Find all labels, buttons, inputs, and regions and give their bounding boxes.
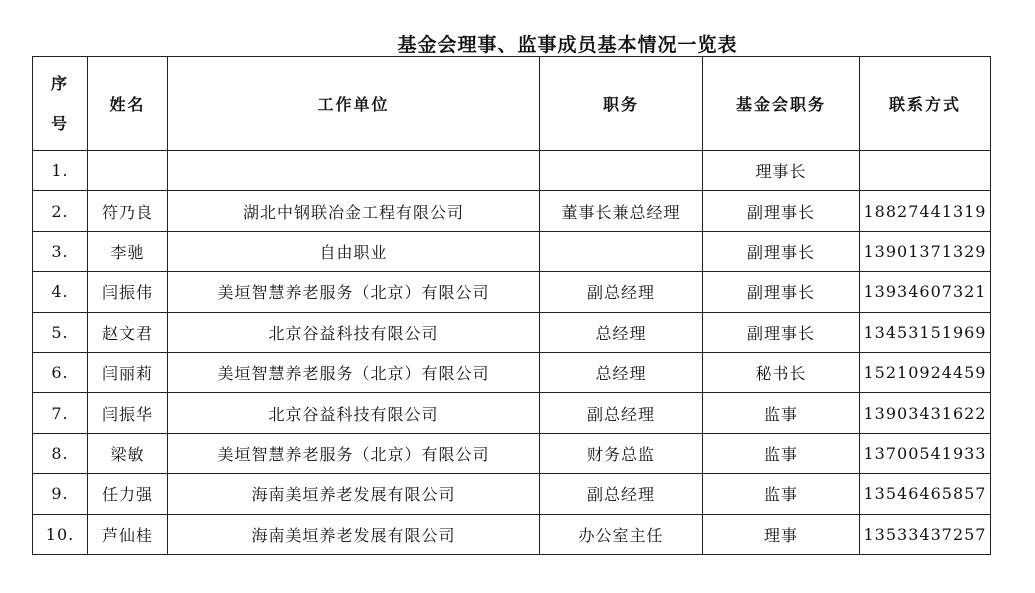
cell-contact: 13700541933 (860, 433, 991, 473)
header-position: 职务 (540, 57, 703, 151)
cell-foundation-role: 副理事长 (703, 191, 860, 231)
cell-position: 总经理 (540, 352, 703, 392)
header-contact: 联系方式 (860, 57, 991, 151)
cell-seq: 10. (33, 514, 88, 554)
cell-position: 办公室主任 (540, 514, 703, 554)
cell-foundation-role: 理事 (703, 514, 860, 554)
cell-foundation-role: 监事 (703, 433, 860, 473)
cell-employer: 北京谷益科技有限公司 (168, 393, 540, 433)
cell-contact: 15210924459 (860, 352, 991, 392)
cell-seq: 8. (33, 433, 88, 473)
cell-employer: 湖北中钢联冶金工程有限公司 (168, 191, 540, 231)
cell-employer: 海南美垣养老发展有限公司 (168, 474, 540, 514)
cell-foundation-role: 副理事长 (703, 312, 860, 352)
cell-contact: 18827441319 (860, 191, 991, 231)
cell-seq: 7. (33, 393, 88, 433)
table-header-row (33, 57, 991, 151)
cell-foundation-role: 副理事长 (703, 231, 860, 271)
cell-seq: 3. (33, 231, 88, 271)
table-row (33, 272, 991, 312)
cell-contact: 13901371329 (860, 231, 991, 271)
table-row (33, 474, 991, 514)
cell-position (540, 151, 703, 191)
cell-seq: 5. (33, 312, 88, 352)
cell-employer: 美垣智慧养老服务（北京）有限公司 (168, 352, 540, 392)
cell-employer: 美垣智慧养老服务（北京）有限公司 (168, 272, 540, 312)
header-employer: 工作单位 (168, 57, 540, 151)
cell-foundation-role: 监事 (703, 474, 860, 514)
cell-employer: 自由职业 (168, 231, 540, 271)
cell-contact: 13934607321 (860, 272, 991, 312)
table-row (33, 352, 991, 392)
cell-seq: 9. (33, 474, 88, 514)
cell-foundation-role: 副理事长 (703, 272, 860, 312)
table-row (33, 231, 991, 271)
cell-employer: 海南美垣养老发展有限公司 (168, 514, 540, 554)
cell-contact: 13546465857 (860, 474, 991, 514)
header-seq (33, 57, 88, 151)
cell-employer: 美垣智慧养老服务（北京）有限公司 (168, 433, 540, 473)
cell-seq: 4. (33, 272, 88, 312)
cell-position: 总经理 (540, 312, 703, 352)
cell-contact: 13533437257 (860, 514, 991, 554)
cell-contact: 13903431622 (860, 393, 991, 433)
table-row (33, 151, 991, 191)
cell-position: 财务总监 (540, 433, 703, 473)
cell-name: 李驰 (88, 231, 168, 271)
cell-position: 副总经理 (540, 393, 703, 433)
cell-seq: 1. (33, 151, 88, 191)
cell-name: 赵文君 (88, 312, 168, 352)
table-row (33, 312, 991, 352)
cell-employer: 北京谷益科技有限公司 (168, 312, 540, 352)
cell-name: 任力强 (88, 474, 168, 514)
header-name: 姓名 (88, 57, 168, 151)
table-row (33, 514, 991, 554)
header-seq-line2: 号 (50, 113, 69, 133)
cell-name: 闫丽莉 (88, 352, 168, 392)
cell-position: 董事长兼总经理 (540, 191, 703, 231)
document-title: 基金会理事、监事成员基本情况一览表 (397, 34, 738, 56)
cell-foundation-role: 理事长 (703, 151, 860, 191)
cell-seq: 6. (33, 352, 88, 392)
cell-name: 闫振华 (88, 393, 168, 433)
header-foundation-role: 基金会职务 (703, 57, 860, 151)
cell-name: 芦仙桂 (88, 514, 168, 554)
cell-employer (168, 151, 540, 191)
cell-position (540, 231, 703, 271)
header-seq-line1: 序 (50, 73, 69, 93)
table-row (33, 433, 991, 473)
member-table (32, 56, 991, 555)
cell-foundation-role: 秘书长 (703, 352, 860, 392)
cell-name: 符乃良 (88, 191, 168, 231)
cell-foundation-role: 监事 (703, 393, 860, 433)
cell-seq: 2. (33, 191, 88, 231)
cell-position: 副总经理 (540, 474, 703, 514)
cell-position: 副总经理 (540, 272, 703, 312)
cell-name: 闫振伟 (88, 272, 168, 312)
cell-name (88, 151, 168, 191)
table-row (33, 393, 991, 433)
table-row (33, 191, 991, 231)
cell-contact (860, 151, 991, 191)
cell-contact: 13453151969 (860, 312, 991, 352)
cell-name: 梁敏 (88, 433, 168, 473)
